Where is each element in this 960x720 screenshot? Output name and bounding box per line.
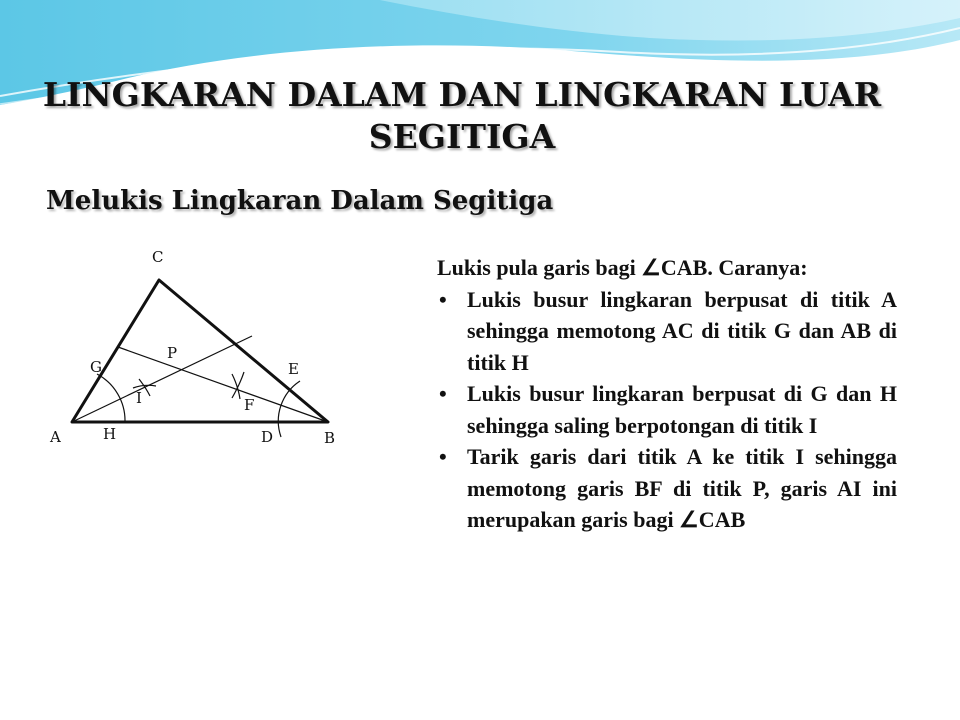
slide-title-line-2: SEGITIGA [368, 117, 556, 156]
label-point-b: B [324, 429, 336, 447]
label-point-c: C [152, 248, 164, 266]
triangle-abc [72, 280, 328, 422]
arc-intersection-f-2 [232, 372, 244, 398]
label-point-f: F [244, 396, 255, 414]
instructions-panel [437, 252, 897, 536]
instruction-step: • Tarik garis dari titik A ke titik I sehingga memotong garis BF di titik P, garis AI ini merupakan garis bagi ∠CAB [437, 441, 897, 536]
label-point-d: D [261, 428, 274, 446]
instruction-step: • Lukis busur lingkaran berpusat di titik A sehingga memotong AC di titik G dan AB di titik H [437, 284, 897, 379]
instructions-lead: Lukis pula garis bagi ∠CAB. Caranya: [437, 255, 808, 280]
slide-title-line-1: LINGKARAN DALAM DAN LINGKARAN LUAR [42, 75, 882, 114]
label-point-i: I [136, 389, 142, 407]
instruction-step: • Lukis busur lingkaran berpusat di G dan H sehingga saling berpotongan di titik I [437, 378, 897, 441]
arc-center-a [97, 374, 125, 422]
label-point-p: P [167, 344, 178, 362]
label-point-g: G [90, 358, 102, 376]
section-subtitle: Melukis Lingkaran Dalam Segitiga [46, 186, 554, 216]
label-point-e: E [288, 360, 299, 378]
instructions-step-list [437, 284, 897, 536]
label-point-a: A [50, 428, 61, 446]
label-point-h: H [103, 425, 117, 443]
